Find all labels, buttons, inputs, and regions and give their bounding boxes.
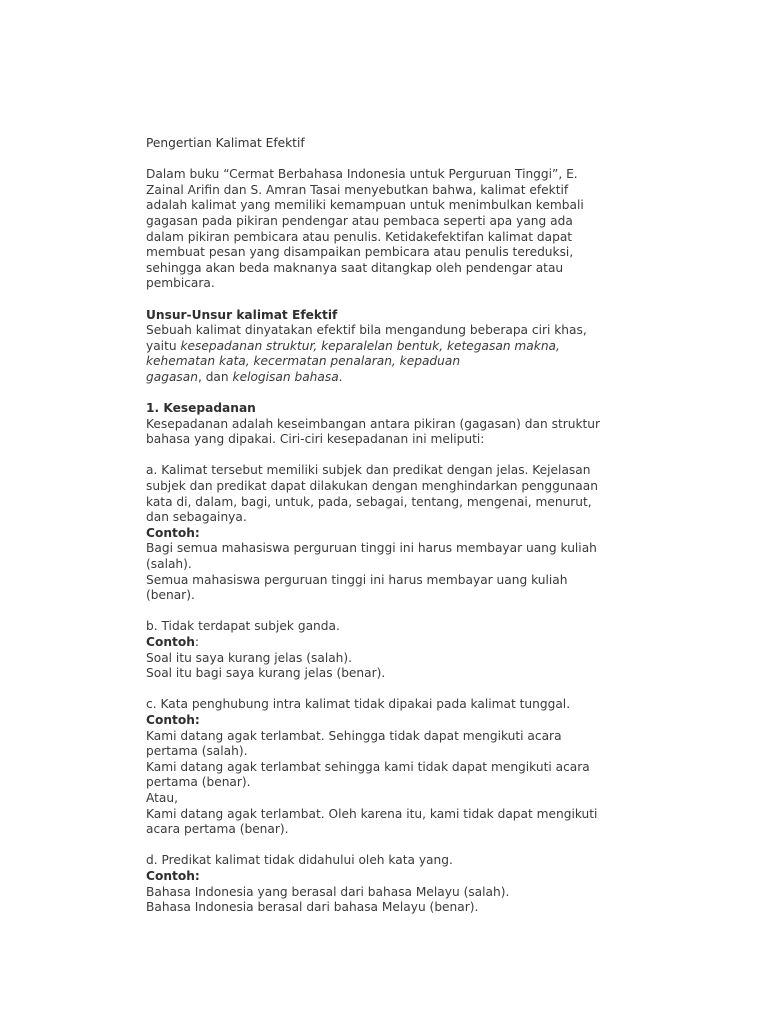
unsur-conjunction: , dan — [197, 369, 233, 384]
point-text-line: kata di, dalam, bagi, untuk, pada, sebagai, tentang, mengenai, menurut, — [146, 494, 592, 509]
point-b — [146, 619, 666, 681]
point-text-line: dan sebagainya. — [146, 510, 247, 525]
intro-line: Zainal Arifin dan S. Amran Tasai menyebutkan bahwa, kalimat efektif — [146, 182, 569, 197]
spacer — [146, 448, 666, 464]
point-text-line: d. Predikat kalimat tidak didahului oleh kata yang. — [146, 853, 453, 868]
contoh-label: Contoh: — [146, 868, 200, 883]
example-line: Atau, — [146, 790, 178, 805]
unsur-line: Sebuah kalimat dinyatakan efektif bila mengandung beberapa ciri khas, — [146, 323, 587, 338]
spacer — [146, 292, 666, 308]
contoh-label: Contoh — [146, 635, 195, 649]
intro-line: membuat pesan yang disampaikan pembicara atau penulis tereduksi, — [146, 245, 574, 260]
contoh-colon: : — [194, 635, 199, 649]
spacer — [146, 604, 666, 620]
unsur-items: kesepadanan struktur, keparalelan bentuk, ketegasan makna, — [180, 338, 560, 353]
intro-line: gagasan pada pikiran pendengar atau pembaca seperti apa yang ada — [146, 213, 573, 228]
section-kesepadanan — [146, 401, 666, 448]
intro-line: sehingga akan beda maknanya saat ditangkap oleh pendengar atau — [146, 260, 564, 275]
example-line: Kami datang agak terlambat sehingga kami tidak dapat mengikuti acara — [146, 759, 590, 774]
intro-line: adalah kalimat yang memiliki kemampuan untuk menimbulkan kembali — [146, 198, 584, 213]
spacer — [146, 838, 666, 854]
unsur-item: kelogisan bahasa — [232, 369, 339, 384]
example-line: (salah). — [146, 557, 192, 572]
point-d — [146, 853, 666, 915]
spacer — [146, 386, 666, 402]
example-line: pertama (salah). — [146, 744, 248, 759]
section-desc-line: Kesepadanan adalah keseimbangan antara pikiran (gagasan) dan struktur — [146, 416, 601, 431]
section-heading: 1. Kesepadanan — [146, 401, 256, 416]
section-desc-line: bahasa yang dipakai. Ciri-ciri kesepadanan ini meliputi: — [146, 432, 485, 447]
unsur-period: . — [338, 369, 343, 384]
contoh-line — [146, 635, 666, 651]
point-c — [146, 697, 666, 837]
unsur-item: gagasan — [146, 369, 198, 384]
example-line: Bahasa Indonesia berasal dari bahasa Melayu (benar). — [146, 900, 479, 915]
example-line: (benar). — [146, 588, 195, 603]
unsur-section — [146, 308, 666, 386]
example-line: Semua mahasiswa perguruan tinggi ini harus membayar uang kuliah — [146, 572, 568, 587]
contoh-label: Contoh: — [146, 712, 200, 727]
spacer — [146, 682, 666, 698]
example-line: Kami datang agak terlambat. Sehingga tidak dapat mengikuti acara — [146, 728, 562, 743]
unsur-line — [146, 354, 666, 370]
unsur-line — [146, 339, 666, 355]
intro-paragraph — [146, 167, 666, 292]
document-title: Pengertian Kalimat Efektif — [146, 136, 305, 150]
point-a — [146, 463, 666, 603]
example-line: Soal itu bagi saya kurang jelas (benar). — [146, 666, 386, 681]
point-text-line: b. Tidak terdapat subjek ganda. — [146, 619, 340, 634]
example-line: Soal itu saya kurang jelas (salah). — [146, 650, 353, 665]
intro-line: Dalam buku “Cermat Berbahasa Indonesia untuk Perguruan Tinggi”, E. — [146, 167, 578, 182]
intro-line: dalam pikiran pembicara atau penulis. Ketidakefektifan kalimat dapat — [146, 229, 573, 244]
unsur-line — [146, 370, 666, 386]
point-text-line: c. Kata penghubung intra kalimat tidak dipakai pada kalimat tunggal. — [146, 697, 571, 712]
unsur-heading: Unsur-Unsur kalimat Efektif — [146, 307, 338, 322]
point-text-line: subjek dan predikat dapat dilakukan dengan menghindarkan penggunaan — [146, 479, 598, 494]
document-page — [146, 136, 666, 916]
example-line: Bahasa Indonesia yang berasal dari bahasa Melayu (salah). — [146, 884, 510, 899]
unsur-prefix: yaitu — [146, 338, 181, 353]
example-line: Bagi semua mahasiswa perguruan tinggi ini harus membayar uang kuliah — [146, 541, 597, 556]
spacer — [146, 152, 666, 168]
intro-line: pembicara. — [146, 276, 215, 291]
point-text-line: a. Kalimat tersebut memiliki subjek dan predikat dengan jelas. Kejelasan — [146, 463, 591, 478]
example-line: acara pertama (benar). — [146, 822, 289, 837]
contoh-label: Contoh: — [146, 525, 200, 540]
example-line: Kami datang agak terlambat. Oleh karena itu, kami tidak dapat mengikuti — [146, 806, 598, 821]
example-line: pertama (benar). — [146, 775, 251, 790]
unsur-items: kehematan kata, kecermatan penalaran, kepaduan — [146, 354, 461, 369]
